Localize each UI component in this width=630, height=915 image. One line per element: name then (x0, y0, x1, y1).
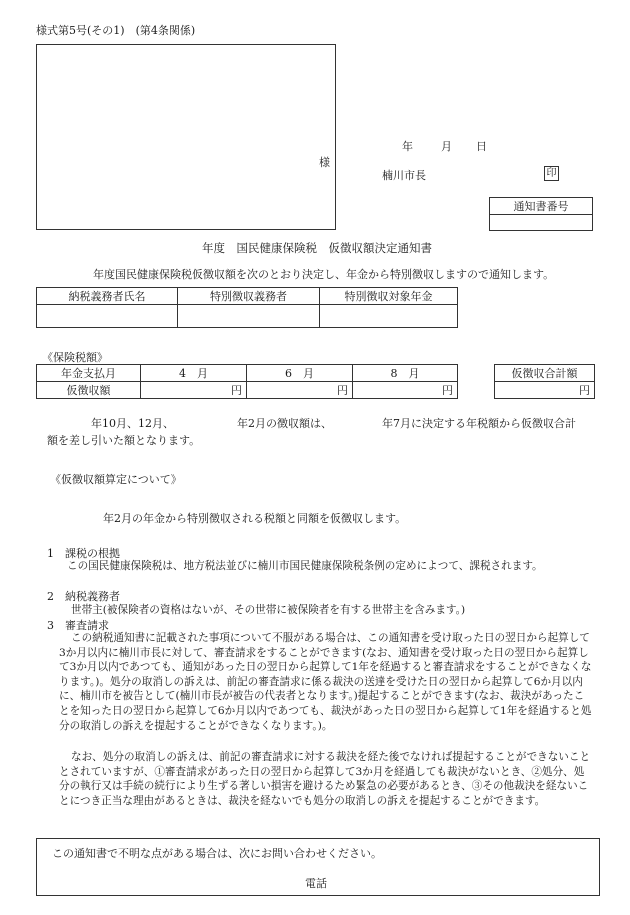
note-part-a: 年10月、12月、 (91, 417, 174, 430)
value-taxpayer-name (37, 305, 178, 328)
date-month: 月 (441, 140, 452, 153)
tax-section-label: 《保険税額》 (42, 351, 108, 364)
notice-number-table (489, 197, 593, 231)
form-number: 様式第5号(その1) (第4条関係) (36, 24, 196, 37)
note-part-c: 年7月に決定する年税額から仮徴収合計 (382, 417, 576, 430)
amount-month-8: 円 (353, 382, 458, 399)
item-2-body: 世帯主(被保険者の資格はないが、その世帯に被保険者を有する世帯主を含みます。) (71, 604, 466, 616)
address-box (36, 44, 336, 230)
item-3-title: 3 審査請求 (47, 619, 109, 632)
date-year: 年 (402, 140, 413, 153)
value-target-pension (320, 305, 458, 328)
header-target-pension: 特別徴収対象年金 (320, 288, 458, 305)
calc-section-label: 《仮徴収額算定について》 (50, 473, 182, 486)
note-part-b: 年2月の徴収額は、 (237, 417, 332, 430)
seal-mark: 印 (544, 166, 559, 181)
seal (544, 166, 559, 181)
contact-text: この通知書で不明な点がある場合は、次にお問い合わせください。 (52, 847, 382, 860)
item-1-body: この国民健康保険税は、地方税法並びに楠川市国民健康保険税条例の定めによつて、課税されます。 (67, 560, 543, 572)
total-label: 仮徴収合計額 (495, 365, 595, 382)
document-title: 年度 国民健康保険税 仮徴収額決定通知書 (202, 241, 432, 255)
amount-month-6: 円 (247, 382, 353, 399)
header-taxpayer-name: 納税義務者氏名 (37, 288, 178, 305)
value-withholding-agent (178, 305, 320, 328)
issuer: 楠川市長 (382, 169, 426, 182)
note-line-2: 額を差し引いた額となります。 (47, 434, 201, 447)
intro-text: 年度国民健康保険税仮徴収額を次のとおり決定し、年金から特別徴収しますので通知します。 (93, 268, 555, 281)
item-3-body-2: なお、処分の取消しの訴えは、前記の審査請求に対する裁決を経た後でなければ提起することができないこととされていますが、①審査請求があった日の翌日から起算して3か月を経過しても裁決がないとき、②処分、処分の執行又は手続の続行により生ずる著しい損害を避けるため緊急の必要があるとき、③その他裁決を経ないことにつき正当な理由があるときは、裁決を経ないでも処分の取消しの訴えを提起することができます。 (59, 751, 591, 807)
taxpayer-table (36, 287, 458, 328)
total-table (494, 364, 595, 399)
item-2-title: 2 納税義務者 (47, 590, 120, 603)
month-6: 6 月 (247, 365, 353, 382)
month-8: 8 月 (353, 365, 458, 382)
month-4: 4 月 (141, 365, 247, 382)
address-suffix: 様 (319, 156, 330, 169)
notice-number-label: 通知書番号 (490, 198, 593, 215)
phone-label: 電話 (305, 877, 327, 890)
payment-table (36, 364, 458, 399)
item-3-body-1: この納税通知書に記載された事項について不服がある場合は、この通知書を受け取った日の翌日から起算して3か月以内に楠川市長に対して、審査請求をすることができます(なお、通知書を受け取った日の翌日から起算して3か月以内であつても、通知があった日の翌日から起算して1年を経過すると審査請求をすることができなくなります。)。処分の取消しの訴えは、前記の審査請求に係る裁決の送達を受けた日の翌日から起算して6か月以内に、楠川市を被告として(楠川市長が被告の代表者となります。)提起することができます(なお、裁決があったことを知った日の翌日から起算して6か月以内であつても、裁決があった日の翌日から起算して1年を経過すると処分の取消しの訴えを提起することができなくなります。)。 (59, 632, 592, 732)
date-day: 日 (476, 140, 487, 153)
calc-text: 年2月の年金から特別徴収される税額と同額を仮徴収します。 (103, 512, 407, 525)
total-amount: 円 (495, 382, 595, 399)
item-1-title: 1 課税の根拠 (47, 547, 120, 560)
notice-number-value (490, 215, 593, 231)
row-label-provisional-amount: 仮徴収額 (37, 382, 141, 399)
row-label-payment-month: 年金支払月 (37, 365, 141, 382)
amount-month-4: 円 (141, 382, 247, 399)
header-withholding-agent: 特別徴収義務者 (178, 288, 320, 305)
